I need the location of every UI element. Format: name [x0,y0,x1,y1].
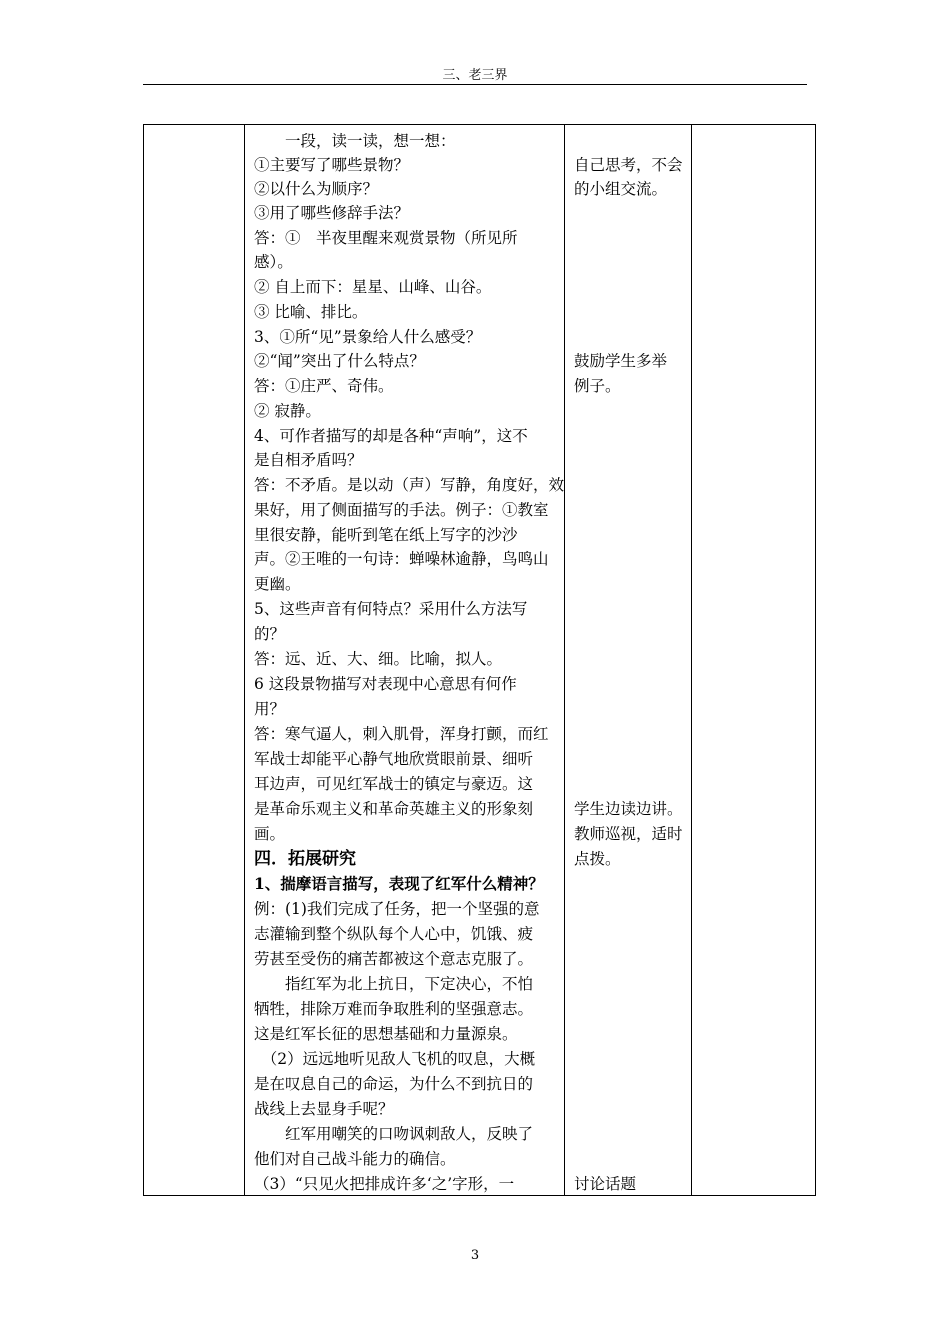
content-line: 这是红军长征的思想基础和力量源泉。 [254,1025,518,1043]
content-line: 是自相矛盾吗？ [254,451,363,469]
content-line: 声。②王唯的一句诗：蝉噪林逾静，鸟鸣山 [254,550,549,568]
content-line: 红军用嘲笑的口吻讽刺敌人，反映了 [254,1125,534,1143]
content-line: 用？ [254,700,286,718]
side-note-line: 的小组交流。 [574,180,668,198]
content-line: 里很安静，能听到笔在纸上写字的沙沙 [254,526,518,544]
content-line: 感）。 [254,253,293,271]
content-line: 一段，读一读，想一想： [254,132,456,150]
header-title: 三、老三界 [442,68,508,83]
content-line: 3、①所“见”景象给人什么感受？ [254,328,482,346]
content-line: 更幽。 [254,575,301,593]
content-line: 4、可作者描写的却是各种“声响”，这不 [254,427,528,445]
content-line: 6 这段景物描写对表现中心意思有何作 [254,675,517,693]
content-cell [245,125,565,1196]
content-line: ③用了哪些修辞手法？ [254,204,410,222]
content-line: 答：①庄严、奇伟。 [254,377,394,395]
content-line: 军战士却能平心静气地欣赏眼前景、细听 [254,750,534,768]
activity-cell [565,125,692,1196]
content-line: 答：① 半夜里醒来观赏景物（所见所 [254,229,518,247]
content-line: ①主要写了哪些景物？ [254,156,410,174]
side-note-line: 学生边读边讲。 [574,800,683,818]
content-line: 他们对自己战斗能力的确信。 [254,1150,456,1168]
table-row [144,125,816,1196]
content-line: 是革命乐观主义和革命英雄主义的形象刻 [254,800,534,818]
content-line: 果好，用了侧面描写的手法。例子：①教室 [254,501,549,519]
content-line: 答：远、近、大、细。比喻，拟人。 [254,650,503,668]
side-note-line: 点拨。 [574,850,621,868]
content-line: 牺牲，排除万难而争取胜利的坚强意志。 [254,1000,534,1018]
content-line: 劳甚至受伤的痛苦都被这个意志克服了。 [254,950,534,968]
side-note-line: 讨论话题 [574,1175,637,1193]
content-line: 志灌输到整个纵队每个人心中，饥饿、疲 [254,925,534,943]
content-line: ②以什么为顺序？ [254,180,379,198]
content-line: 战线上去显身手呢？ [254,1100,394,1118]
side-note-line: 鼓励学生多举 [574,352,668,370]
blank-column-cell [144,125,245,1196]
content-line: 是在叹息自己的命运，为什么不到抗日的 [254,1075,534,1093]
content-line: 答：不矛盾。是以动（声）写静，角度好，效 [254,476,565,494]
content-line: 5、这些声音有何特点？采用什么方法写 [254,600,528,618]
content-line: 的？ [254,625,286,643]
header-rule [143,84,807,85]
section-heading: 四．拓展研究 [254,849,356,869]
lesson-content [245,125,564,1195]
side-note-line: 例子。 [574,377,621,395]
content-line: 答：寒气逼人，刺入肌骨，浑身打颤，而红 [254,725,549,743]
content-line: 例：(1)我们完成了任务，把一个坚强的意 [254,900,540,918]
notes-column-cell [692,125,816,1196]
lesson-table [143,124,816,1196]
content-line: ② 自上而下：星星、山峰、山谷。 [254,278,492,296]
content-line: 画。 [254,825,286,843]
content-line: ② 寂静。 [254,402,321,420]
content-line: ②“闻”突出了什么特点？ [254,352,425,370]
content-line: （2）远远地听见敌人飞机的叹息，大概 [254,1050,536,1068]
side-note-line: 教师巡视，适时 [574,825,683,843]
side-note-line: 自己思考，不会 [574,156,683,174]
content-line: 1、揣摩语言描写，表现了红军什么精神？ [254,874,544,893]
content-line: 耳边声，可见红军战士的镇定与豪迈。这 [254,775,534,793]
page-number: 3 [470,1248,480,1263]
activity-notes [565,125,691,1195]
content-line: （3）“只见火把排成许多‘之’字形，一 [254,1175,515,1193]
content-line: 指红军为北上抗日，下定决心，不怕 [254,975,534,993]
content-line: ③ 比喻、排比。 [254,303,368,321]
